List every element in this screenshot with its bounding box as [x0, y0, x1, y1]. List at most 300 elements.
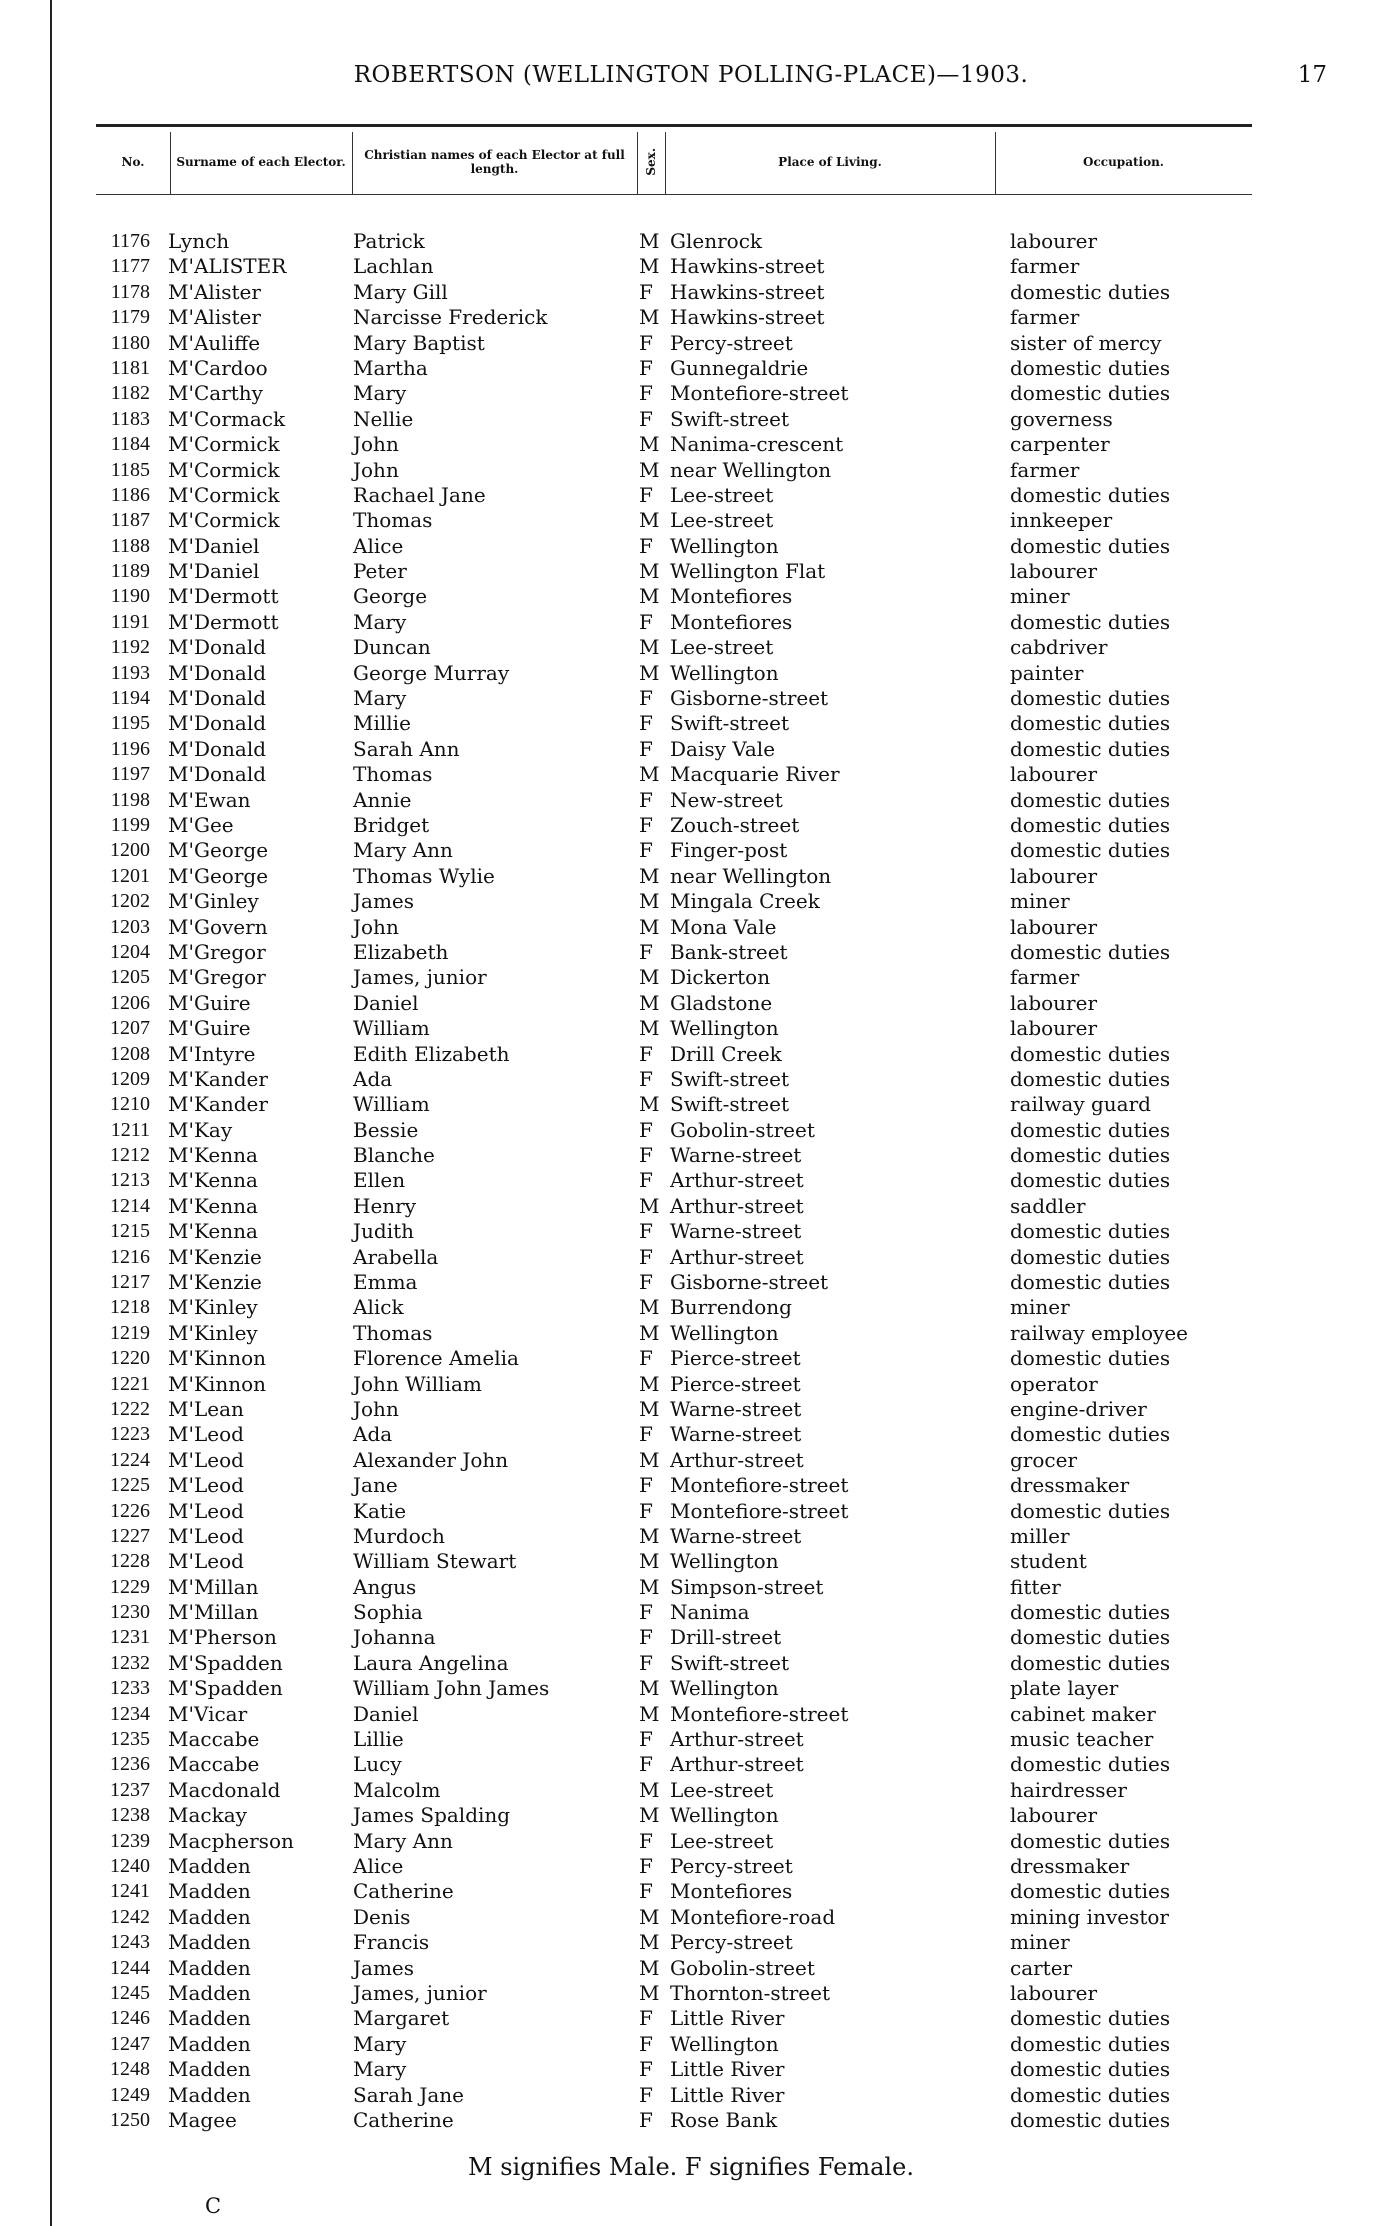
elector-sex: M	[639, 863, 660, 888]
elector-place-of-living: Wellington	[670, 1676, 779, 1701]
table-row	[0, 1499, 1382, 1524]
elector-christian-names: Lucy	[353, 1752, 402, 1777]
elector-surname: M'Cormack	[168, 406, 286, 431]
elector-number: 1202	[110, 890, 150, 913]
header-top-rule	[96, 124, 1252, 127]
table-row	[0, 1981, 1382, 2006]
elector-christian-names: Mary	[353, 2031, 407, 2056]
elector-christian-names: Ellen	[353, 1168, 406, 1193]
elector-surname: Madden	[168, 1980, 251, 2005]
elector-surname: M'Cormick	[168, 508, 280, 533]
elector-occupation: domestic duties	[1010, 1752, 1171, 1777]
table-row	[0, 1803, 1382, 1828]
elector-sex: M	[639, 457, 660, 482]
elector-number: 1190	[110, 585, 150, 608]
elector-occupation: domestic duties	[1010, 1625, 1171, 1650]
elector-number: 1219	[110, 1321, 150, 1344]
table-row	[0, 737, 1382, 762]
elector-sex: F	[639, 1219, 653, 1244]
elector-surname: Madden	[168, 2031, 251, 2056]
elector-sex: M	[639, 914, 660, 939]
elector-number: 1228	[110, 1550, 150, 1573]
elector-occupation: labourer	[1010, 559, 1098, 584]
elector-number: 1231	[110, 1626, 150, 1649]
elector-number: 1216	[110, 1245, 150, 1268]
elector-occupation: engine-driver	[1010, 1396, 1147, 1421]
table-row	[0, 1473, 1382, 1498]
elector-place-of-living: Wellington	[670, 1320, 779, 1345]
elector-sex: M	[639, 254, 660, 279]
elector-christian-names: Rachael Jane	[353, 482, 486, 507]
elector-sex: M	[639, 1092, 660, 1117]
elector-surname: M'Spadden	[168, 1650, 283, 1675]
elector-surname: M'Leod	[168, 1498, 244, 1523]
elector-place-of-living: Bank-street	[670, 939, 788, 964]
elector-place-of-living: Hawkins-street	[670, 305, 825, 330]
elector-number: 1203	[110, 915, 150, 938]
elector-occupation: domestic duties	[1010, 1498, 1171, 1523]
elector-place-of-living: Swift-street	[670, 1092, 789, 1117]
elector-place-of-living: Nanima-crescent	[670, 432, 844, 457]
elector-place-of-living: Montefiore-street	[670, 1701, 849, 1726]
elector-christian-names: Angus	[353, 1574, 417, 1599]
elector-christian-names: Ada	[353, 1066, 393, 1091]
elector-occupation: domestic duties	[1010, 686, 1171, 711]
elector-place-of-living: Warne-street	[670, 1422, 802, 1447]
elector-surname: M'ALISTER	[168, 254, 287, 279]
elector-place-of-living: Swift-street	[670, 1650, 789, 1675]
elector-christian-names: William John James	[353, 1676, 550, 1701]
elector-number: 1185	[110, 458, 150, 481]
elector-occupation: grocer	[1010, 1447, 1078, 1472]
elector-place-of-living: near Wellington	[670, 457, 832, 482]
elector-surname: M'Alister	[168, 305, 261, 330]
elector-surname: M'Ginley	[168, 889, 259, 914]
elector-sex: F	[639, 1422, 653, 1447]
elector-place-of-living: Glenrock	[670, 229, 763, 253]
elector-place-of-living: Finger-post	[670, 838, 788, 863]
elector-sex: M	[639, 965, 660, 990]
elector-surname: M'Kenna	[168, 1219, 258, 1244]
elector-number: 1247	[110, 2032, 150, 2055]
elector-number: 1246	[110, 2007, 150, 2030]
elector-sex: F	[639, 482, 653, 507]
elector-christian-names: John	[353, 457, 399, 482]
elector-christian-names: Denis	[353, 1904, 411, 1929]
elector-christian-names: James	[353, 889, 415, 914]
elector-christian-names: Emma	[353, 1270, 418, 1295]
elector-number: 1178	[110, 280, 150, 303]
elector-place-of-living: Mingala Creek	[670, 889, 820, 914]
elector-surname: Lynch	[168, 229, 230, 253]
elector-occupation: domestic duties	[1010, 279, 1171, 304]
elector-sex: M	[639, 990, 660, 1015]
elector-place-of-living: Hawkins-street	[670, 254, 825, 279]
elector-christian-names: Martha	[353, 355, 428, 380]
table-row	[0, 1956, 1382, 1981]
table-row	[0, 2032, 1382, 2057]
elector-occupation: domestic duties	[1010, 1244, 1171, 1269]
elector-surname: M'Donald	[168, 711, 267, 736]
table-row	[0, 1625, 1382, 1650]
table-row	[0, 1042, 1382, 1067]
elector-place-of-living: Drill-street	[670, 1625, 782, 1650]
elector-number: 1206	[110, 991, 150, 1014]
elector-number: 1207	[110, 1017, 150, 1040]
elector-occupation: dressmaker	[1010, 1473, 1130, 1498]
elector-sex: M	[639, 1955, 660, 1980]
elector-sex: F	[639, 2006, 653, 2031]
elector-place-of-living: Percy-street	[670, 1854, 793, 1878]
elector-occupation: domestic duties	[1010, 1828, 1171, 1853]
elector-surname: M'Spadden	[168, 1676, 283, 1701]
elector-place-of-living: Pierce-street	[670, 1346, 801, 1371]
table-row	[0, 584, 1382, 609]
elector-sex: F	[639, 330, 653, 355]
elector-place-of-living: Swift-street	[670, 711, 789, 736]
table-row	[0, 1575, 1382, 1600]
elector-christian-names: Sarah Ann	[353, 736, 460, 761]
elector-sex: F	[639, 939, 653, 964]
elector-christian-names: Lillie	[353, 1727, 404, 1752]
table-row	[0, 559, 1382, 584]
table-row	[0, 1295, 1382, 1320]
elector-sex: F	[639, 279, 653, 304]
elector-christian-names: Thomas Wylie	[353, 863, 495, 888]
table-row	[0, 1879, 1382, 1904]
elector-number: 1204	[110, 940, 150, 963]
elector-number: 1242	[110, 1905, 150, 1928]
table-row	[0, 1372, 1382, 1397]
elector-place-of-living: Burrendong	[670, 1295, 792, 1320]
elector-place-of-living: Mona Vale	[670, 914, 777, 939]
elector-surname: M'Daniel	[168, 533, 260, 558]
elector-sex: F	[639, 2107, 653, 2132]
elector-christian-names: Francis	[353, 1930, 430, 1955]
elector-christian-names: Arabella	[353, 1244, 439, 1269]
elector-sex: F	[639, 1041, 653, 1066]
elector-place-of-living: Wellington	[670, 2031, 779, 2056]
table-row	[0, 965, 1382, 990]
elector-place-of-living: Wellington	[670, 660, 779, 685]
elector-number: 1227	[110, 1524, 150, 1547]
elector-surname: Madden	[168, 2082, 251, 2107]
elector-place-of-living: Montefiores	[670, 609, 793, 634]
elector-sex: M	[639, 1904, 660, 1929]
elector-christian-names: Mary	[353, 609, 407, 634]
table-row	[0, 1016, 1382, 1041]
elector-surname: M'Alister	[168, 279, 261, 304]
table-row	[0, 254, 1382, 279]
elector-christian-names: Thomas	[353, 1320, 433, 1345]
table-row	[0, 661, 1382, 686]
elector-surname: M'Millan	[168, 1600, 259, 1625]
table-row	[0, 1727, 1382, 1752]
elector-occupation: railway guard	[1010, 1092, 1151, 1117]
elector-place-of-living: Arthur-street	[670, 1244, 804, 1269]
elector-christian-names: Mary	[353, 2057, 407, 2082]
elector-number: 1177	[110, 255, 150, 278]
elector-surname: Macdonald	[168, 1777, 281, 1802]
elector-surname: M'Donald	[168, 660, 267, 685]
table-row	[0, 305, 1382, 330]
elector-place-of-living: Macquarie River	[670, 762, 840, 787]
elector-occupation: domestic duties	[1010, 1117, 1171, 1142]
elector-surname: M'Cardoo	[168, 355, 268, 380]
table-row	[0, 1651, 1382, 1676]
table-row	[0, 534, 1382, 559]
elector-sex: M	[639, 305, 660, 330]
elector-number: 1188	[110, 534, 150, 557]
elector-sex: M	[639, 1980, 660, 2005]
elector-occupation: painter	[1010, 660, 1084, 685]
elector-number: 1209	[110, 1067, 150, 1090]
elector-sex: F	[639, 1143, 653, 1168]
elector-surname: Madden	[168, 1930, 251, 1955]
elector-place-of-living: Wellington	[670, 1016, 779, 1041]
elector-sex: F	[639, 2082, 653, 2107]
elector-number: 1189	[110, 560, 150, 583]
elector-surname: M'Kenna	[168, 1143, 258, 1168]
elector-occupation: farmer	[1010, 965, 1080, 990]
elector-number: 1196	[110, 737, 150, 760]
elector-place-of-living: New-street	[670, 787, 783, 812]
elector-number: 1214	[110, 1194, 150, 1217]
column-header-surname: Surname of each Elector.	[176, 155, 346, 169]
elector-number: 1176	[110, 230, 150, 252]
elector-occupation: domestic duties	[1010, 1600, 1171, 1625]
elector-sex: F	[639, 1117, 653, 1142]
elector-surname: M'Gee	[168, 812, 234, 837]
elector-sex: F	[639, 2057, 653, 2082]
elector-sex: F	[639, 1828, 653, 1853]
elector-number: 1245	[110, 1981, 150, 2004]
elector-number: 1243	[110, 1931, 150, 1954]
elector-place-of-living: Hawkins-street	[670, 279, 825, 304]
elector-occupation: domestic duties	[1010, 711, 1171, 736]
elector-surname: M'Cormick	[168, 432, 280, 457]
elector-number: 1187	[110, 509, 150, 532]
elector-occupation: domestic duties	[1010, 736, 1171, 761]
elector-place-of-living: Drill Creek	[670, 1041, 782, 1066]
elector-surname: M'Kenna	[168, 1193, 258, 1218]
elector-occupation: domestic duties	[1010, 2082, 1171, 2107]
elector-number: 1244	[110, 1956, 150, 1979]
elector-sex: M	[639, 889, 660, 914]
elector-surname: M'Donald	[168, 762, 267, 787]
elector-place-of-living: Gobolin-street	[670, 1955, 815, 1980]
table-row	[0, 1702, 1382, 1727]
elector-occupation: domestic duties	[1010, 1041, 1171, 1066]
elector-surname: M'Intyre	[168, 1041, 256, 1066]
elector-christian-names: Ada	[353, 1422, 393, 1447]
elector-christian-names: Jane	[353, 1473, 398, 1498]
elector-number: 1226	[110, 1499, 150, 1522]
elector-number: 1239	[110, 1829, 150, 1852]
elector-sex: F	[639, 609, 653, 634]
elector-surname: M'Leod	[168, 1549, 244, 1574]
elector-sex: F	[639, 1498, 653, 1523]
table-row	[0, 458, 1382, 483]
table-row	[0, 1829, 1382, 1854]
elector-number: 1197	[110, 763, 150, 786]
elector-surname: M'Kinley	[168, 1320, 258, 1345]
elector-place-of-living: Arthur-street	[670, 1752, 804, 1777]
elector-occupation: miller	[1010, 1523, 1070, 1548]
table-row	[0, 686, 1382, 711]
table-row	[0, 229, 1382, 254]
elector-sex: F	[639, 2031, 653, 2056]
elector-occupation: cabinet maker	[1010, 1701, 1156, 1726]
elector-sex: M	[639, 432, 660, 457]
elector-occupation: labourer	[1010, 914, 1098, 939]
elector-number: 1225	[110, 1474, 150, 1497]
elector-sex: M	[639, 1396, 660, 1421]
elector-place-of-living: Lee-street	[670, 1828, 774, 1853]
elector-surname: M'Millan	[168, 1574, 259, 1599]
elector-christian-names: Alick	[353, 1295, 404, 1320]
table-row	[0, 889, 1382, 914]
elector-place-of-living: Rose Bank	[670, 2107, 778, 2132]
elector-christian-names: Malcolm	[353, 1777, 441, 1802]
header-bottom-rule	[96, 194, 1252, 195]
elector-number: 1223	[110, 1423, 150, 1446]
elector-occupation: labourer	[1010, 863, 1098, 888]
table-row	[0, 1168, 1382, 1193]
elector-sex: F	[639, 736, 653, 761]
elector-sex: M	[639, 1777, 660, 1802]
elector-number: 1201	[110, 864, 150, 887]
elector-surname: Madden	[168, 1955, 251, 1980]
elector-place-of-living: Montefiore-road	[670, 1904, 836, 1929]
elector-place-of-living: Thornton-street	[670, 1980, 830, 2005]
elector-sex: M	[639, 1701, 660, 1726]
electoral-roll-table	[0, 229, 1382, 2133]
elector-surname: Madden	[168, 1854, 251, 1878]
elector-place-of-living: near Wellington	[670, 863, 832, 888]
elector-number: 1179	[110, 306, 150, 329]
table-row	[0, 1321, 1382, 1346]
elector-sex: F	[639, 1600, 653, 1625]
elector-number: 1250	[110, 2108, 150, 2131]
elector-sex: F	[639, 381, 653, 406]
elector-occupation: student	[1010, 1549, 1087, 1574]
elector-sex: F	[639, 1752, 653, 1777]
table-row	[0, 407, 1382, 432]
elector-occupation: mining investor	[1010, 1904, 1169, 1929]
table-row	[0, 1270, 1382, 1295]
elector-occupation: domestic duties	[1010, 1346, 1171, 1371]
elector-number: 1180	[110, 331, 150, 354]
elector-occupation: domestic duties	[1010, 2057, 1171, 2082]
elector-sex: F	[639, 355, 653, 380]
elector-place-of-living: Simpson-street	[670, 1574, 824, 1599]
table-row	[0, 2108, 1382, 2133]
elector-surname: M'George	[168, 863, 269, 888]
elector-sex: F	[639, 406, 653, 431]
elector-occupation: domestic duties	[1010, 1270, 1171, 1295]
table-row	[0, 915, 1382, 940]
elector-occupation: domestic duties	[1010, 533, 1171, 558]
elector-surname: M'Leod	[168, 1473, 244, 1498]
elector-sex: M	[639, 229, 660, 253]
elector-occupation: domestic duties	[1010, 355, 1171, 380]
elector-christian-names: Mary Ann	[353, 838, 453, 863]
elector-surname: M'Guire	[168, 990, 251, 1015]
elector-surname: M'Carthy	[168, 381, 263, 406]
elector-christian-names: James	[353, 1955, 415, 1980]
elector-christian-names: Edith Elizabeth	[353, 1041, 510, 1066]
elector-sex: M	[639, 1320, 660, 1345]
elector-christian-names: John	[353, 1396, 399, 1421]
column-header-sex-label: Sex.	[644, 148, 658, 176]
elector-surname: M'Auliffe	[168, 330, 261, 355]
elector-place-of-living: Gisborne-street	[670, 686, 829, 711]
page-title: ROBERTSON (WELLINGTON POLLING-PLACE)—1903.	[353, 62, 1029, 88]
elector-surname: Mackay	[168, 1803, 247, 1828]
elector-number: 1192	[110, 636, 150, 659]
table-row	[0, 356, 1382, 381]
elector-sex: F	[639, 1244, 653, 1269]
table-row	[0, 2057, 1382, 2082]
elector-number: 1218	[110, 1296, 150, 1319]
table-row	[0, 1422, 1382, 1447]
elector-sex: F	[639, 1346, 653, 1371]
elector-number: 1181	[110, 356, 150, 379]
elector-place-of-living: Lee-street	[670, 635, 774, 660]
elector-number: 1213	[110, 1169, 150, 1192]
elector-place-of-living: Gladstone	[670, 990, 773, 1015]
elector-surname: M'Leod	[168, 1523, 244, 1548]
elector-sex: M	[639, 559, 660, 584]
table-row	[0, 1854, 1382, 1879]
elector-christian-names: George	[353, 584, 428, 609]
elector-number: 1241	[110, 1880, 150, 1903]
elector-place-of-living: Wellington Flat	[670, 559, 826, 584]
elector-number: 1182	[110, 382, 150, 405]
elector-sex: F	[639, 1168, 653, 1193]
elector-christian-names: Mary	[353, 686, 407, 711]
elector-occupation: sister of mercy	[1010, 330, 1162, 355]
elector-place-of-living: Percy-street	[670, 330, 793, 355]
elector-christian-names: John William	[353, 1371, 482, 1396]
elector-number: 1210	[110, 1093, 150, 1116]
elector-place-of-living: Montefiore-street	[670, 381, 849, 406]
elector-sex: M	[639, 1676, 660, 1701]
elector-sex: F	[639, 711, 653, 736]
table-row	[0, 610, 1382, 635]
elector-christian-names: George Murray	[353, 660, 510, 685]
elector-christian-names: Catherine	[353, 2107, 454, 2132]
elector-surname: M'Gregor	[168, 939, 266, 964]
elector-number: 1215	[110, 1220, 150, 1243]
elector-number: 1232	[110, 1651, 150, 1674]
elector-sex: F	[639, 1879, 653, 1904]
table-row	[0, 1676, 1382, 1701]
elector-surname: M'Kander	[168, 1066, 268, 1091]
elector-surname: M'Kinley	[168, 1295, 258, 1320]
elector-occupation: domestic duties	[1010, 1143, 1171, 1168]
table-row	[0, 483, 1382, 508]
elector-christian-names: Mary Ann	[353, 1828, 453, 1853]
table-row	[0, 940, 1382, 965]
table-row	[0, 813, 1382, 838]
elector-christian-names: Bessie	[353, 1117, 419, 1142]
table-row	[0, 331, 1382, 356]
elector-christian-names: Margaret	[353, 2006, 450, 2031]
elector-christian-names: Thomas	[353, 762, 433, 787]
elector-occupation: labourer	[1010, 1980, 1098, 2005]
